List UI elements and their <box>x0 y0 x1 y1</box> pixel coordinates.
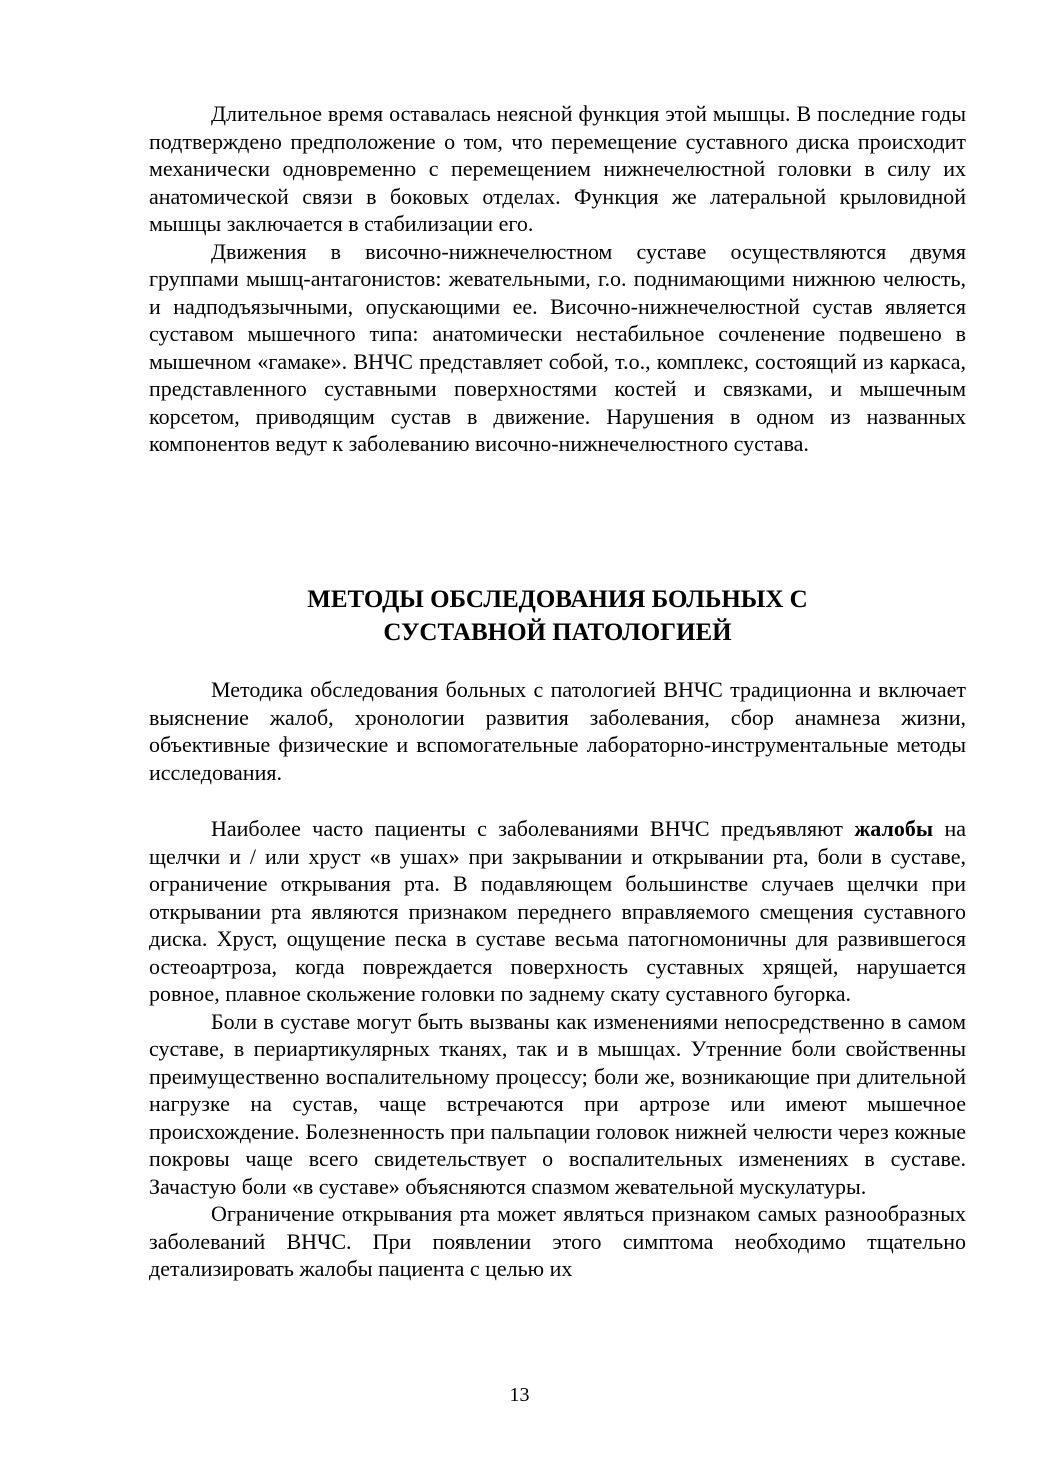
paragraph-complaints <box>149 815 966 1008</box>
methods-text-block <box>149 676 966 786</box>
intro-text-block <box>149 100 966 458</box>
paragraph-joint-pain: Боли в суставе могут быть вызваны как изменениями непосредственно в самом суставе, в периартикулярных тканях, так и в мышцах. Утренние боли свойственны преимущественно воспалительному процессу; боли же, возникающие при длительной нагрузке на сустав, чаще встречаются при артрозе или имеют мышечное происхождение. Болезненность при пальпации головок нижней челюсти через кожные покровы чаще всего свидетельствует о воспалительных изменениях в суставе. Зачастую боли «в суставе» объясняются спазмом жевательной мускулатуры. <box>149 1008 966 1199</box>
section-heading <box>149 583 966 649</box>
complaints-intro-text: Наиболее часто пациенты с заболеваниями ВНЧС предъявляют <box>211 816 855 841</box>
paragraph-muscle-function: Длительное время оставалась неясной функция этой мышцы. В последние годы подтверждено предположение о том, что перемещение суставного диска происходит механически одновременно с перемещением нижнечелюстной головки в силу их анатомической связи в боковых отделах. Функция же латеральной крыловидной мышцы заключается в стабилизации его. <box>149 101 966 236</box>
page-number: 13 <box>509 1384 530 1406</box>
section-heading-line-2: СУСТАВНОЙ ПАТОЛОГИЕЙ <box>383 619 732 646</box>
paragraph-examination-method: Методика обследования больных с патологией ВНЧС традиционна и включает выяснение жалоб, хронологии развития заболевания, сбор анамнеза жизни, объективные физические и вспомогательные лабораторно-инструментальные методы исследования. <box>149 677 966 785</box>
complaints-text-block <box>149 815 966 1283</box>
complaints-body-text: на щелчки и / или хруст «в ушах» при закрывании и открывании рта, боли в суставе, ограничение открывания рта. В подавляющем большинстве случаев щелчки при открывании рта являются признаком переднего вправляемого смещения суставного диска. Хруст, ощущение песка в суставе весьма патогномоничны для развившегося остеоартроза, когда повреждается поверхность суставных хрящей, нарушается ровное, плавное скольжение головки по заднему скату суставного бугорка. <box>149 816 966 1006</box>
paragraph-joint-movements: Движения в височно-нижнечелюстном суставе осуществляются двумя группами мышц-антагонистов: жевательными, г.о. поднимающими нижнюю челюсть, и надподъязычными, опускающими ее. Височно-нижнечелюстной сустав является суставом мышечного типа: анатомически нестабильное сочленение подвешено в мышечном «гамаке». ВНЧС представляет собой, т.о., комплекс, состоящий из каркаса, представленного суставными поверхностями костей и связками, и мышечным корсетом, приводящим сустав в движение. Нарушения в одном из названных компонентов ведут к заболеванию височно-нижнечелюстного сустава. <box>149 238 966 456</box>
section-heading-line-1: МЕТОДЫ ОБСЛЕДОВАНИЯ БОЛЬНЫХ С <box>307 586 808 613</box>
complaints-bold-term: жалобы <box>854 816 934 841</box>
paragraph-mouth-opening-limitation: Ограничение открывания рта может являться признаком самых разнообразных заболеваний ВНЧС. При появлении этого симптома необходимо тщательно детализировать жалобы пациента с целью их <box>149 1201 966 1281</box>
